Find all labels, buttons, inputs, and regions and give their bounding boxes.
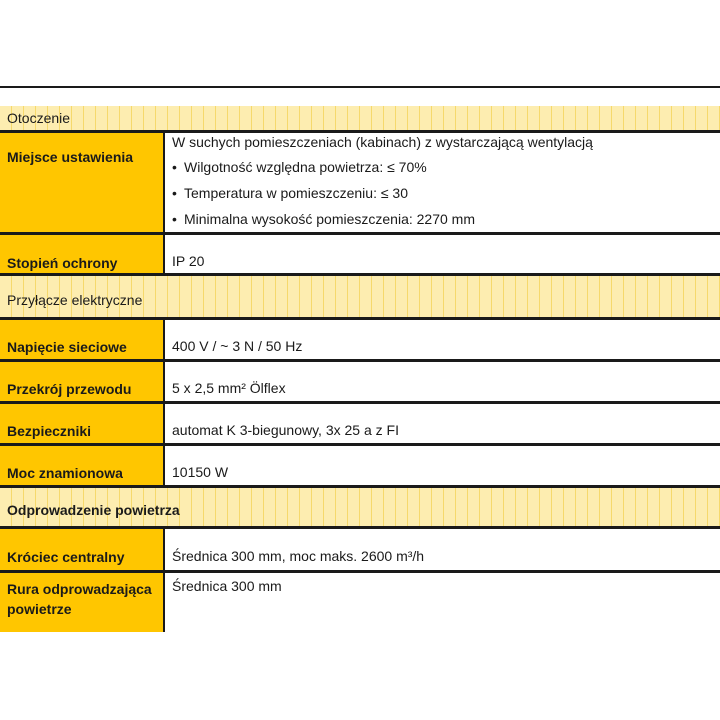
row-label-cell <box>0 573 165 632</box>
section-air-exhaust <box>0 488 720 526</box>
bullet-icon: • <box>172 159 177 175</box>
row-location <box>0 133 720 232</box>
row-value: automat K 3-biegunowy, 3x 25 a z FI <box>172 422 399 438</box>
bullet-item: • Minimalna wysokość pomieszczenia: 2270 mm <box>172 211 475 227</box>
row-fuses <box>0 404 720 443</box>
row-label: Stopień ochrony <box>7 255 118 271</box>
row-value: 10150 W <box>172 464 229 480</box>
row-label-cell <box>0 529 165 570</box>
row-label: Rura odprowadzająca <box>7 581 152 597</box>
row-value-cell <box>165 320 720 359</box>
row-label-cell <box>0 235 165 273</box>
row-label: Napięcie sieciowe <box>7 339 127 355</box>
row-value: 400 V / ~ 3 N / 50 Hz <box>172 338 303 354</box>
row-value-cell <box>165 404 720 443</box>
section-title: Odprowadzenie powietrza <box>7 502 180 519</box>
row-label-cell <box>0 320 165 359</box>
row-label: Miejsce ustawienia <box>7 149 134 165</box>
specification-table <box>0 86 720 632</box>
row-value-cell <box>165 446 720 485</box>
bullet-item: • Temperatura w pomieszczeniu: ≤ 30 <box>172 185 409 201</box>
row-value-cell <box>165 529 720 570</box>
row-label-cell <box>0 446 165 485</box>
row-label-cell <box>0 362 165 401</box>
row-power <box>0 446 720 485</box>
section-title: Przyłącze elektryczne <box>7 291 143 308</box>
row-value-cell <box>165 362 720 401</box>
row-protection <box>0 235 720 273</box>
section-title: Otoczenie <box>7 110 71 126</box>
row-voltage <box>0 320 720 359</box>
row-label: Przekrój przewodu <box>7 381 132 397</box>
bullet-icon: • <box>172 211 177 227</box>
row-label-cell <box>0 404 165 443</box>
row-label-cell <box>0 133 165 232</box>
section-electrical <box>0 276 720 317</box>
section-environment <box>0 106 720 130</box>
row-value: IP 20 <box>172 253 205 269</box>
row-value-cell <box>165 573 720 632</box>
row-value-cell <box>165 235 720 273</box>
row-label: Bezpieczniki <box>7 423 92 439</box>
row-cable <box>0 362 720 401</box>
row-central-nozzle <box>0 529 720 570</box>
bullet-icon: • <box>172 185 177 201</box>
bullet-item: • Wilgotność względna powietrza: ≤ 70% <box>172 159 427 175</box>
row-value-cell <box>165 133 720 232</box>
location-intro: W suchych pomieszczeniach (kabinach) z wystarczającą wentylacją <box>172 134 593 150</box>
row-label-continued: powietrze <box>7 601 72 617</box>
row-label: Moc znamionowa <box>7 465 123 481</box>
row-value: Średnica 300 mm, moc maks. 2600 m³/h <box>172 548 425 564</box>
row-label: Króciec centralny <box>7 549 125 565</box>
row-value: Średnica 300 mm <box>172 578 282 594</box>
row-exhaust-pipe <box>0 573 720 632</box>
row-value: 5 x 2,5 mm² Ölflex <box>172 380 286 396</box>
